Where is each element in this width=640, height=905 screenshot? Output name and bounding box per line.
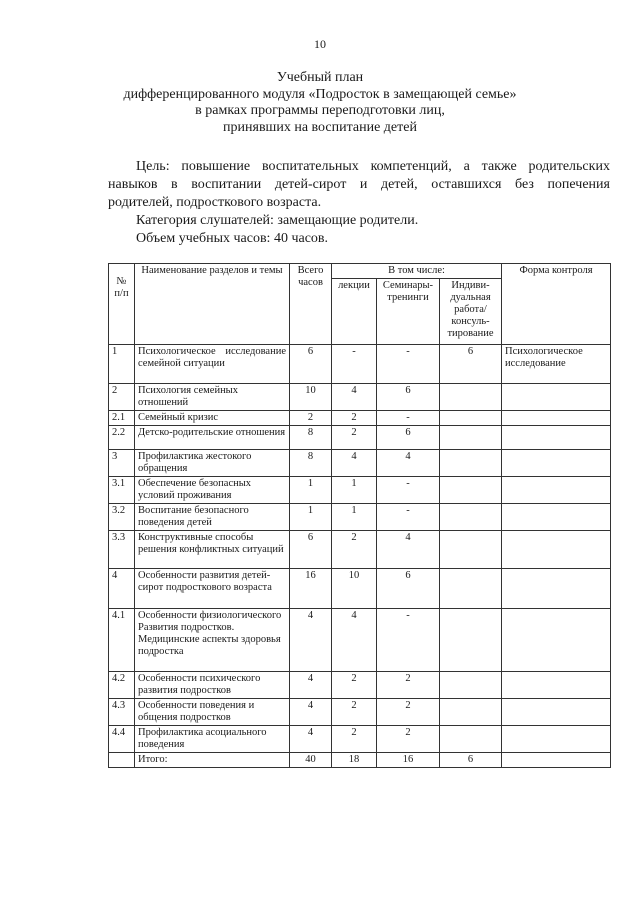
row-lectures-cell: 2: [332, 531, 377, 569]
row-individual-cell: [440, 384, 502, 411]
table-row: [109, 411, 611, 426]
goal-word: компетенций,: [370, 159, 452, 174]
row-lectures-cell: 4: [332, 384, 377, 411]
row-individual-cell: [440, 699, 502, 726]
row-control-cell: [502, 609, 611, 672]
row-seminars-cell: -: [377, 609, 440, 672]
goal-word: без: [515, 177, 534, 192]
row-seminars-cell: -: [377, 345, 440, 384]
row-name-cell: Профилактика жестокого обращения: [135, 450, 290, 477]
row-number-cell: 4: [109, 569, 135, 609]
table-row: [109, 504, 611, 531]
row-lectures-cell: 2: [332, 426, 377, 450]
row-total-cell: 4: [290, 699, 332, 726]
goal-word: а: [463, 159, 470, 174]
row-seminars-cell: 6: [377, 384, 440, 411]
row-name-cell: Воспитание безопасного поведения детей: [135, 504, 290, 531]
row-lectures-cell: 2: [332, 411, 377, 426]
curriculum-table: [108, 263, 611, 768]
title-line-2: дифференцированного модуля «Подросток в замещающей семье»: [123, 86, 517, 102]
row-total-cell: 2: [290, 411, 332, 426]
row-seminars-cell: 4: [377, 450, 440, 477]
row-number-cell: 3.3: [109, 531, 135, 569]
goal-word: воспитании: [191, 177, 262, 192]
header-num: № п/п: [109, 264, 135, 345]
row-total-cell: 1: [290, 477, 332, 504]
row-individual-cell: [440, 531, 502, 569]
goal-word: навыков: [108, 177, 158, 192]
row-total-cell: 40: [290, 753, 332, 768]
row-total-cell: 10: [290, 384, 332, 411]
goal-word: и: [359, 177, 368, 192]
row-seminars-cell: 4: [377, 531, 440, 569]
goal-word: Цель:: [136, 159, 170, 174]
row-seminars-cell: 6: [377, 569, 440, 609]
row-lectures-cell: 4: [332, 609, 377, 672]
row-number-cell: 2.1: [109, 411, 135, 426]
header-total: Всего часов: [290, 264, 332, 345]
goal-word: попечения: [547, 177, 610, 192]
row-total-cell: 4: [290, 672, 332, 699]
header-lectures: лекции: [332, 279, 377, 345]
row-name-cell: Семейный кризис: [135, 411, 290, 426]
document-title: [60, 70, 580, 136]
row-seminars-cell: 2: [377, 699, 440, 726]
row-individual-cell: [440, 411, 502, 426]
row-total-cell: 4: [290, 726, 332, 753]
row-name-cell: Профилактика асоциального поведения: [135, 726, 290, 753]
row-number-cell: [109, 753, 135, 768]
row-number-cell: 2.2: [109, 426, 135, 450]
row-control-cell: [502, 477, 611, 504]
row-control-cell: Психологическое исследование: [502, 345, 611, 384]
table-row: [109, 345, 611, 384]
row-total-cell: 16: [290, 569, 332, 609]
row-total-cell: 6: [290, 345, 332, 384]
row-total-cell: 1: [290, 504, 332, 531]
title-line-3: в рамках программы переподготовки лиц,: [195, 103, 445, 118]
goal-line-1: [108, 158, 610, 176]
row-lectures-cell: 10: [332, 569, 377, 609]
row-number-cell: 3.1: [109, 477, 135, 504]
header-control: Форма контроля: [502, 264, 611, 345]
goal-line-2: [108, 176, 610, 194]
row-name-cell: Особенности поведения и общения подростков: [135, 699, 290, 726]
title-line-1: Учебный план: [276, 70, 364, 85]
row-individual-cell: [440, 672, 502, 699]
row-lectures-cell: -: [332, 345, 377, 384]
goal-word: детей-сирот: [274, 177, 347, 192]
hours-line: Объем учебных часов: 40 часов.: [136, 231, 329, 246]
table-row: [109, 426, 611, 450]
row-control-cell: [502, 569, 611, 609]
row-individual-cell: [440, 504, 502, 531]
row-control-cell: [502, 726, 611, 753]
row-total-cell: 6: [290, 531, 332, 569]
goal-word: повышение: [181, 159, 251, 174]
table-body: [109, 345, 611, 768]
row-name-cell: Особенности физиологического Развития подростков. Медицинские аспекты здоровья подростка: [135, 609, 290, 672]
header-name: Наименование разделов и темы: [135, 264, 290, 345]
row-seminars-cell: 6: [377, 426, 440, 450]
row-number-cell: 3.2: [109, 504, 135, 531]
row-control-cell: [502, 411, 611, 426]
table-row: [109, 672, 611, 699]
row-name-cell: Психологическое исследование семейной ситуации: [135, 345, 290, 384]
row-number-cell: 4.4: [109, 726, 135, 753]
row-seminars-cell: -: [377, 504, 440, 531]
row-lectures-cell: 2: [332, 726, 377, 753]
goal-line-3: родителей, подросткового возраста.: [108, 195, 322, 210]
row-lectures-cell: 18: [332, 753, 377, 768]
goal-word: детей,: [380, 177, 418, 192]
table-row: [109, 531, 611, 569]
row-individual-cell: [440, 477, 502, 504]
row-seminars-cell: 16: [377, 753, 440, 768]
row-number-cell: 4.3: [109, 699, 135, 726]
row-individual-cell: [440, 426, 502, 450]
row-control-cell: [502, 531, 611, 569]
row-control-cell: [502, 699, 611, 726]
row-total-cell: 8: [290, 426, 332, 450]
row-name-cell: Итого:: [135, 753, 290, 768]
row-number-cell: 4.1: [109, 609, 135, 672]
goal-word: родительских: [528, 159, 610, 174]
table-row: [109, 477, 611, 504]
page-number: 10: [314, 37, 326, 51]
row-individual-cell: 6: [440, 753, 502, 768]
table-row: [109, 699, 611, 726]
row-name-cell: Психология семейных отношений: [135, 384, 290, 411]
goal-word: воспитательных: [261, 159, 359, 174]
row-lectures-cell: 2: [332, 699, 377, 726]
row-number-cell: 4.2: [109, 672, 135, 699]
table-row: [109, 753, 611, 768]
header-including: В том числе:: [332, 264, 502, 279]
row-number-cell: 2: [109, 384, 135, 411]
table-row: [109, 726, 611, 753]
row-seminars-cell: 2: [377, 672, 440, 699]
intro-block: [108, 158, 610, 248]
row-name-cell: Конструктивные способы решения конфликтных ситуаций: [135, 531, 290, 569]
row-individual-cell: [440, 609, 502, 672]
goal-word: в: [171, 177, 178, 192]
table-row: [109, 384, 611, 411]
row-control-cell: [502, 672, 611, 699]
row-number-cell: 1: [109, 345, 135, 384]
header-row: [109, 264, 611, 279]
row-seminars-cell: -: [377, 477, 440, 504]
table-row: [109, 609, 611, 672]
row-name-cell: Особенности психического развития подростков: [135, 672, 290, 699]
row-total-cell: 8: [290, 450, 332, 477]
row-lectures-cell: 1: [332, 477, 377, 504]
goal-word: также: [481, 159, 517, 174]
goal-word: оставшихся: [431, 177, 502, 192]
row-name-cell: Обеспечение безопасных условий проживания: [135, 477, 290, 504]
row-name-cell: Особенности развития детей- сирот подросткового возраста: [135, 569, 290, 609]
row-lectures-cell: 1: [332, 504, 377, 531]
header-seminars: Семинары-тренинги: [377, 279, 440, 345]
row-seminars-cell: -: [377, 411, 440, 426]
row-control-cell: [502, 384, 611, 411]
row-seminars-cell: 2: [377, 726, 440, 753]
row-individual-cell: 6: [440, 345, 502, 384]
table-row: [109, 450, 611, 477]
category-line: Категория слушателей: замещающие родители.: [136, 213, 419, 228]
row-lectures-cell: 2: [332, 672, 377, 699]
row-lectures-cell: 4: [332, 450, 377, 477]
row-name-cell: Детско-родительские отношения: [135, 426, 290, 450]
row-control-cell: [502, 450, 611, 477]
header-individual: Индиви-дуальная работа/ консуль-тирование: [440, 279, 502, 345]
row-control-cell: [502, 753, 611, 768]
row-individual-cell: [440, 450, 502, 477]
row-control-cell: [502, 504, 611, 531]
title-line-4: принявших на воспитание детей: [223, 119, 417, 135]
row-individual-cell: [440, 726, 502, 753]
row-individual-cell: [440, 569, 502, 609]
row-total-cell: 4: [290, 609, 332, 672]
row-control-cell: [502, 426, 611, 450]
row-number-cell: 3: [109, 450, 135, 477]
table-row: [109, 569, 611, 609]
